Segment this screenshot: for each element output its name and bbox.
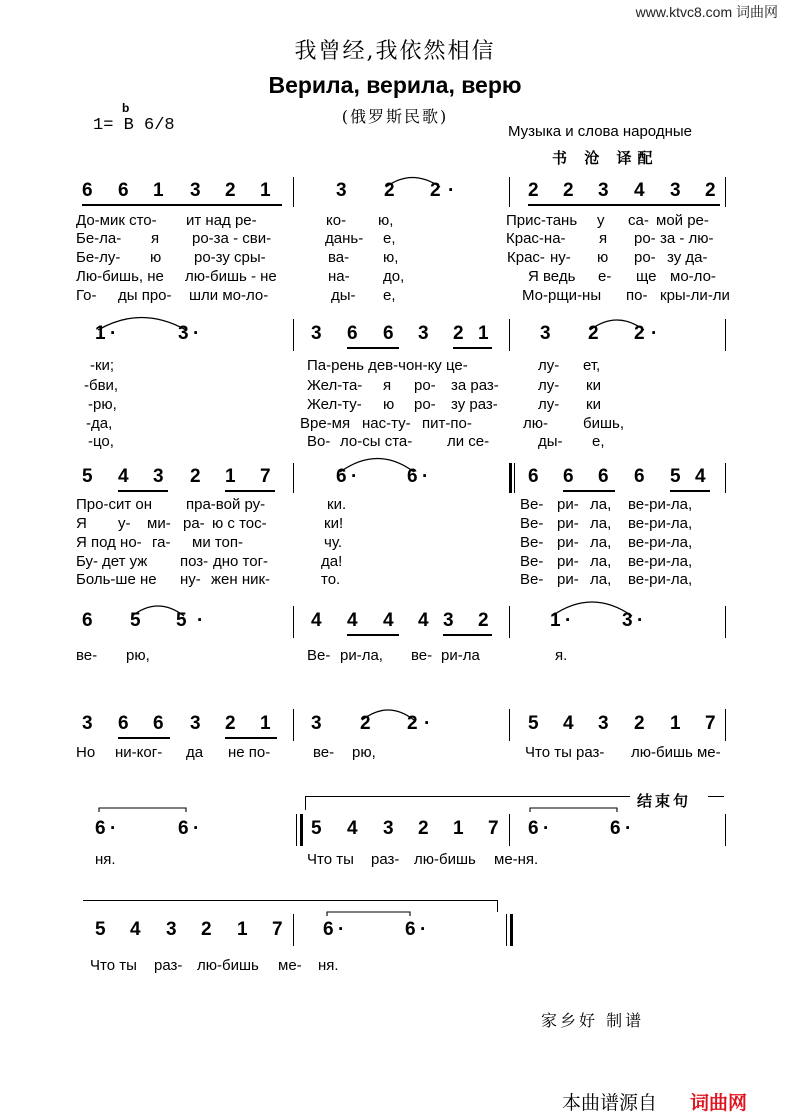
lyric: дет уж (102, 553, 148, 570)
dot: · (424, 713, 431, 734)
lyric: дно тог- (213, 553, 269, 570)
dot: · (543, 818, 550, 839)
lyric: -ки; (90, 357, 115, 374)
lyric: ро-за - сви- (192, 230, 272, 247)
lyric: ри- (557, 515, 579, 532)
lyric: ю (597, 249, 609, 266)
note: 3 (670, 180, 681, 201)
authors-credit: Музыка и слова народные (508, 123, 692, 140)
lyric: по- (626, 287, 648, 304)
ending-label: 结束句 (637, 792, 692, 810)
lyric: Что ты (90, 957, 137, 974)
lyric: чу. (324, 534, 342, 551)
lyric: Мо-рщи-ны (522, 287, 602, 304)
note: 6 (323, 919, 334, 940)
lyric: Бу- (76, 553, 99, 570)
note: 4 (311, 610, 322, 631)
note: 4 (118, 466, 129, 487)
lyric: поз- (180, 553, 209, 570)
note: 4 (695, 466, 706, 487)
lyric: ро-зу сры- (194, 249, 266, 266)
lyric: Крас- (507, 249, 545, 266)
note: 5 (82, 466, 93, 487)
lyric: Вре-мя (300, 415, 351, 432)
lyric: Ве- (520, 515, 544, 532)
lyric: ри- (557, 534, 579, 551)
lyric: ки. (327, 496, 347, 513)
lyric: Крас-на- (506, 230, 566, 247)
note: 1 (95, 323, 106, 344)
slur (362, 710, 414, 720)
note: 2 (563, 180, 574, 201)
note: 5 (130, 610, 141, 631)
note: 5 (528, 713, 539, 734)
lyric: ме- (278, 957, 302, 974)
note: 6 (610, 818, 621, 839)
lyric: ве- (411, 647, 433, 664)
note: 3 (622, 610, 633, 631)
lyric: зу раз- (451, 396, 498, 413)
lyric: -да, (86, 415, 113, 432)
song-origin: (俄罗斯民歌) (341, 107, 449, 126)
lyric: ве-ри-ла, (628, 496, 693, 513)
note: 1 (260, 180, 271, 201)
lyric: Па-рень дев-чон-ку це- (307, 357, 468, 374)
lyric: ни-ког- (115, 744, 163, 761)
lyric: ро- (634, 249, 656, 266)
lyric: Бе-лу- (76, 249, 121, 266)
lyric: ла, (590, 534, 612, 551)
dot: · (351, 466, 358, 487)
note: 1 (260, 713, 271, 734)
note: 2 (453, 323, 464, 344)
lyric: да! (321, 553, 343, 570)
note: 3 (178, 323, 189, 344)
lyric: я (383, 377, 392, 394)
note: 3 (311, 323, 322, 344)
lyric: ю (383, 396, 395, 413)
lyric: да (186, 744, 204, 761)
lyric: я. (555, 647, 568, 664)
flat-sign: b (122, 101, 130, 115)
dot: · (422, 466, 429, 487)
lyric: лю-бишь (197, 957, 259, 974)
lyric: е, (592, 433, 605, 450)
slur (99, 808, 186, 812)
dot: · (193, 323, 200, 344)
lyric: ды- (538, 433, 563, 450)
footer-brand-link[interactable]: 词曲网 (690, 1092, 748, 1114)
lyric: ки! (324, 515, 344, 532)
lyric: ет, (583, 357, 601, 374)
slur (132, 606, 184, 616)
note: 2 (634, 323, 645, 344)
lyric: Ве- (307, 647, 331, 664)
lyric: лу- (538, 396, 560, 413)
lyric: ри-ла, (340, 647, 383, 664)
lyric: лу- (538, 357, 560, 374)
note: 6 (634, 466, 645, 487)
note: 7 (488, 818, 499, 839)
lyric: е- (598, 268, 612, 285)
lyric: -бви, (84, 377, 119, 394)
lyric: мо-ло- (670, 268, 716, 285)
lyric: -цо, (88, 433, 114, 450)
lyric: ю (150, 249, 162, 266)
note: 6 (118, 713, 129, 734)
lyric: ла, (590, 496, 612, 513)
dot: · (637, 610, 644, 631)
lyric: мой ре- (656, 212, 709, 229)
lyric: ды- (331, 287, 356, 304)
lyric: я (151, 230, 160, 247)
note: 7 (705, 713, 716, 734)
lyric: ла, (590, 571, 612, 588)
lyric: га- (152, 534, 171, 551)
lyric: ну- (550, 249, 571, 266)
lyric: Я ведь (528, 268, 576, 285)
lyric: рю, (126, 647, 150, 664)
lyric: ве-ри-ла, (628, 515, 693, 532)
note: 2 (528, 180, 539, 201)
dot: · (420, 919, 427, 940)
lyric: Ве- (520, 496, 544, 513)
note: 6 (598, 466, 609, 487)
lyric: е, (383, 287, 396, 304)
lyric: ще (636, 268, 657, 285)
note: 2 (705, 180, 716, 201)
note: 6 (347, 323, 358, 344)
song-title-russian: Верила, верила, верю (268, 72, 522, 98)
lyric: то. (321, 571, 341, 588)
lyric: Я под но- (76, 534, 142, 551)
note: 6 (405, 919, 416, 940)
lyric: ко- (326, 212, 347, 229)
lyric: раз- (154, 957, 183, 974)
lyric: ри- (557, 571, 579, 588)
note: 2 (407, 713, 418, 734)
lyric: кры-ли-ли (660, 287, 730, 304)
note: 4 (130, 919, 141, 940)
lyric: ве- (313, 744, 335, 761)
lyric: дань- (325, 230, 364, 247)
note: 6 (407, 466, 418, 487)
note: 2 (384, 180, 395, 201)
note: 2 (430, 180, 441, 201)
lyric: Жел-та- (307, 377, 363, 394)
lyric: Боль-ше не (76, 571, 157, 588)
dot: · (625, 818, 632, 839)
lyric: Во- (307, 433, 331, 450)
note: 1 (453, 818, 464, 839)
slur (552, 602, 632, 616)
dot: · (110, 818, 117, 839)
note: 4 (563, 713, 574, 734)
lyric: ве-ри-ла, (628, 553, 693, 570)
key-signature: 1= B 6/8 (93, 116, 175, 135)
note: 1 (550, 610, 561, 631)
note: 2 (634, 713, 645, 734)
note: 3 (418, 323, 429, 344)
note: 6 (528, 466, 539, 487)
lyric: ми топ- (192, 534, 244, 551)
note: 6 (82, 180, 93, 201)
note: 2 (225, 713, 236, 734)
slur (530, 808, 617, 812)
lyric: ри- (557, 496, 579, 513)
lyric: ве- (76, 647, 98, 664)
note: 3 (190, 713, 201, 734)
lyric: ю с тос- (212, 515, 267, 532)
lyric: нас-ту- (362, 415, 411, 432)
note: 6 (178, 818, 189, 839)
dot: · (338, 919, 345, 940)
transcriber-credit: 家乡好 制谱 (541, 1011, 645, 1030)
note: 4 (383, 610, 394, 631)
note: 6 (118, 180, 129, 201)
note: 1 (225, 466, 236, 487)
lyric: ри- (557, 553, 579, 570)
lyric: ю, (378, 212, 394, 229)
lyric: До-мик сто- (76, 212, 157, 229)
note: 3 (166, 919, 177, 940)
lyric: лю-бишь (414, 851, 476, 868)
lyric: ды про- (118, 287, 172, 304)
lyric: я (599, 230, 608, 247)
note: 2 (588, 323, 599, 344)
note: 6 (82, 610, 93, 631)
lyric: ра- (183, 515, 205, 532)
lyric: Ве- (520, 534, 544, 551)
lyric: Жел-ту- (307, 396, 362, 413)
note: 3 (383, 818, 394, 839)
lyric: Что ты (307, 851, 354, 868)
note: 4 (347, 818, 358, 839)
lyric: до, (383, 268, 405, 285)
slur (327, 912, 410, 916)
lyric: у (597, 212, 605, 229)
lyric: ро- (414, 396, 436, 413)
lyric: на- (328, 268, 350, 285)
lyric: пит-по- (422, 415, 472, 432)
note: 1 (670, 713, 681, 734)
note: 2 (360, 713, 371, 734)
lyric: за - лю- (660, 230, 714, 247)
song-title-chinese: 我曾经,我依然相信 (294, 39, 496, 64)
lyric: шли мо-ло- (189, 287, 269, 304)
lyric: ли се- (447, 433, 490, 450)
dot: · (110, 323, 117, 344)
note: 2 (190, 466, 201, 487)
lyric: рю, (352, 744, 376, 761)
note: 2 (225, 180, 236, 201)
lyric: ро- (414, 377, 436, 394)
lyric: у- (118, 515, 131, 532)
lyric: пра-вой ру- (186, 496, 266, 513)
lyric: ро- (634, 230, 656, 247)
note: 6 (528, 818, 539, 839)
note: 1 (153, 180, 164, 201)
note: 3 (443, 610, 454, 631)
arranger-credit: 书 沧 译配 (552, 149, 659, 167)
note: 3 (82, 713, 93, 734)
lyric: Я (76, 515, 87, 532)
lyric: са- (628, 212, 649, 229)
lyric: е, (383, 230, 396, 247)
lyric: Бе-ла- (76, 230, 122, 247)
lyric: ки (586, 377, 601, 394)
lyric: лю-бишь ме- (631, 744, 721, 761)
slur (386, 178, 440, 188)
lyric: ня. (95, 851, 116, 868)
lyric: Лю-бишь, не (76, 268, 164, 285)
note: 6 (383, 323, 394, 344)
lyric: бишь, (583, 415, 624, 432)
lyric: раз- (371, 851, 400, 868)
note: 4 (347, 610, 358, 631)
note: 7 (272, 919, 283, 940)
lyric: ла, (590, 553, 612, 570)
note: 4 (418, 610, 429, 631)
lyric: ло-сы ста- (340, 433, 413, 450)
lyric: лу- (538, 377, 560, 394)
note: 3 (336, 180, 347, 201)
note: 2 (201, 919, 212, 940)
note: 5 (311, 818, 322, 839)
note: 4 (634, 180, 645, 201)
lyric: -рю, (88, 396, 117, 413)
lyric: не по- (228, 744, 271, 761)
lyric: лю- (523, 415, 548, 432)
lyric: ва- (328, 249, 350, 266)
lyric: ри-ла (441, 647, 480, 664)
lyric: ве-ри-ла, (628, 534, 693, 551)
note: 3 (190, 180, 201, 201)
note: 6 (153, 713, 164, 734)
lyric: Ве- (520, 571, 544, 588)
note: 6 (336, 466, 347, 487)
footer-source-label: 本曲谱源自 (562, 1092, 658, 1114)
note: 3 (598, 713, 609, 734)
slur (590, 320, 644, 330)
lyric: Ве- (520, 553, 544, 570)
lyric: зу да- (667, 249, 708, 266)
note: 2 (418, 818, 429, 839)
note: 3 (540, 323, 551, 344)
lyric: ми- (147, 515, 171, 532)
lyric: лю-бишь - не (185, 268, 277, 285)
lyric: Но (76, 744, 96, 761)
dot: · (197, 610, 204, 631)
lyric: Про-сит он (76, 496, 153, 513)
dot: · (565, 610, 572, 631)
note: 3 (153, 466, 164, 487)
lyric: ну- (180, 571, 201, 588)
lyric: ме-ня. (494, 851, 539, 868)
dot: · (448, 180, 455, 201)
note: 5 (95, 919, 106, 940)
lyric: за раз- (451, 377, 499, 394)
lyric: ве-ри-ла, (628, 571, 693, 588)
lyric: Что ты раз- (525, 744, 605, 761)
note: 5 (670, 466, 681, 487)
lyric: ня. (318, 957, 339, 974)
note: 5 (176, 610, 187, 631)
note: 1 (478, 323, 489, 344)
lyric: ю, (383, 249, 399, 266)
note: 1 (237, 919, 248, 940)
dot: · (193, 818, 200, 839)
dot: · (651, 323, 658, 344)
note: 3 (311, 713, 322, 734)
note: 7 (260, 466, 271, 487)
lyric: Го- (76, 287, 97, 304)
note: 3 (598, 180, 609, 201)
lyric: ла, (590, 515, 612, 532)
lyric: ки (586, 396, 601, 413)
note: 2 (478, 610, 489, 631)
lyric: жен ник- (211, 571, 271, 588)
watermark[interactable]: www.ktvc8.com 词曲网 (635, 4, 778, 20)
lyric: ит над ре- (186, 212, 257, 229)
note: 6 (95, 818, 106, 839)
note: 6 (563, 466, 574, 487)
lyric: Прис-тань (506, 212, 578, 229)
